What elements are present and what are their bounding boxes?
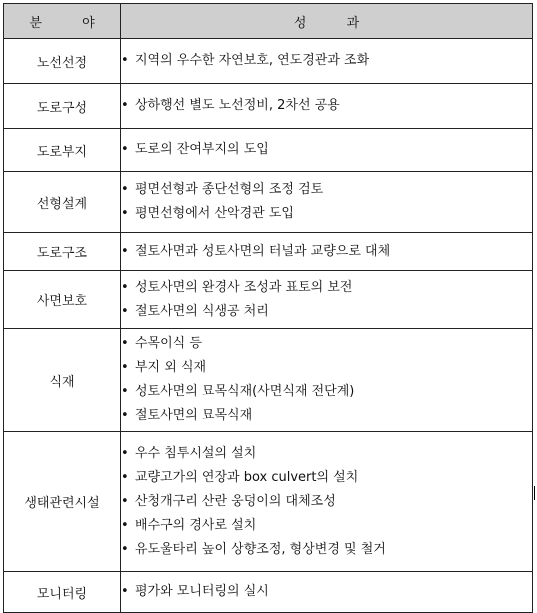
result-item	[121, 300, 532, 324]
result-cell	[121, 572, 533, 613]
field-cell: 선형설계	[4, 172, 121, 233]
result-text: 배수구의 경사로 설치	[135, 517, 257, 533]
header-result: 성 과	[121, 4, 533, 39]
field-cell: 도로부지	[4, 129, 121, 172]
bullet-icon: •	[121, 469, 129, 485]
table-row	[4, 329, 533, 432]
result-text: 수목이식 등	[135, 336, 202, 351]
result-item	[121, 138, 532, 162]
bullet-icon: •	[121, 584, 129, 599]
result-text: 교량고가의 연장과 box culvert의 설치	[135, 469, 359, 485]
field-cell: 식재	[4, 329, 121, 432]
result-item	[121, 94, 532, 118]
result-item	[121, 276, 532, 300]
header-field: 분 야	[4, 4, 121, 39]
result-cell	[121, 432, 533, 572]
table-body	[4, 39, 533, 613]
result-text: 절토사면의 식생공 처리	[135, 303, 269, 319]
result-text: 절토사면과 성토사면의 터널과 교량으로 대체	[135, 243, 391, 259]
bullet-icon: •	[121, 279, 129, 295]
result-cell	[121, 129, 533, 172]
field-cell: 모니터링	[4, 572, 121, 613]
result-text: 지역의 우수한 자연보호, 연도경관과 조화	[135, 53, 370, 68]
bullet-icon: •	[121, 384, 129, 399]
result-text: 평가와 모니터링의 실시	[135, 584, 269, 599]
bullet-icon: •	[121, 445, 129, 461]
result-cell	[121, 233, 533, 271]
table-row	[4, 84, 533, 129]
result-text: 우수 침투시설의 설치	[135, 445, 257, 461]
result-text: 절토사면의 묘목식재	[135, 408, 253, 423]
result-item	[121, 466, 532, 490]
field-cell: 도로구조	[4, 233, 121, 271]
field-cell: 생태관련시설	[4, 432, 121, 572]
bullet-icon: •	[121, 142, 129, 157]
table-row	[4, 432, 533, 572]
result-item	[121, 178, 532, 202]
result-item	[121, 514, 532, 538]
result-cell	[121, 271, 533, 329]
result-text: 성토사면의 묘목식재(사면식재 전단계)	[135, 384, 355, 399]
result-text: 평면선형에서 산악경관 도입	[135, 206, 294, 221]
result-text: 유도울타리 높이 상향조정, 형상변경 및 철거	[135, 541, 386, 557]
bullet-icon: •	[121, 243, 129, 259]
result-cell	[121, 84, 533, 129]
field-cell: 노선선정	[4, 39, 121, 84]
bullet-icon: •	[121, 303, 129, 319]
bullet-icon: •	[121, 408, 129, 423]
bullet-icon: •	[121, 360, 129, 375]
result-text: 성토사면의 완경사 조성과 표토의 보전	[135, 279, 353, 295]
field-cell: 사면보호	[4, 271, 121, 329]
bullet-icon: •	[121, 53, 129, 68]
result-item	[121, 404, 532, 428]
result-text: 산청개구리 산란 웅덩이의 대체조성	[135, 493, 336, 509]
bullet-icon: •	[121, 182, 129, 197]
table-row	[4, 271, 533, 329]
table-row	[4, 172, 533, 233]
margin-mark	[534, 486, 535, 500]
table-row	[4, 572, 533, 613]
result-item	[121, 442, 532, 466]
field-cell: 도로구성	[4, 84, 121, 129]
bullet-icon: •	[121, 98, 129, 113]
bullet-icon: •	[121, 493, 129, 509]
result-text: 평면선형과 종단선형의 조정 검토	[135, 182, 324, 197]
result-item	[121, 538, 532, 562]
result-item	[121, 240, 532, 264]
result-item	[121, 356, 532, 380]
bullet-icon: •	[121, 517, 129, 533]
table-row	[4, 39, 533, 84]
result-cell	[121, 329, 533, 432]
result-item	[121, 380, 532, 404]
result-cell	[121, 172, 533, 233]
table-row	[4, 129, 533, 172]
result-text: 상하행선 별도 노선정비, 2차선 공용	[135, 98, 340, 113]
result-cell	[121, 39, 533, 84]
results-table	[3, 3, 533, 613]
bullet-icon: •	[121, 206, 129, 221]
result-item	[121, 332, 532, 356]
bullet-icon: •	[121, 336, 129, 351]
result-item	[121, 49, 532, 73]
result-text: 부지 외 식재	[135, 360, 207, 375]
result-text: 도로의 잔여부지의 도입	[135, 142, 269, 157]
result-item	[121, 202, 532, 226]
table-row	[4, 233, 533, 271]
header-row	[4, 4, 533, 39]
result-item	[121, 490, 532, 514]
bullet-icon: •	[121, 541, 129, 557]
result-item	[121, 580, 532, 604]
